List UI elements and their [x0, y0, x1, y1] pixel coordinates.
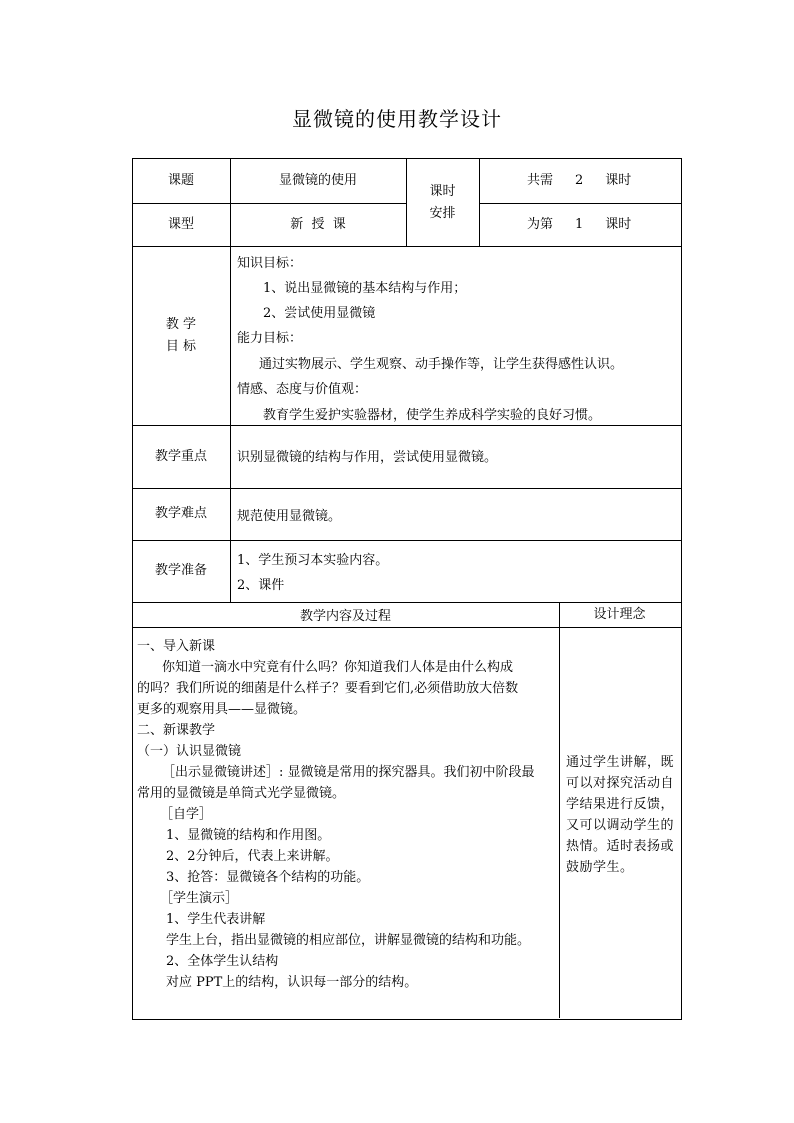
- process-line: 一、导入新课: [137, 639, 216, 654]
- page-title: 显微镜的使用教学设计: [292, 107, 502, 131]
- goal-line: 能力目标：: [237, 331, 303, 346]
- total-num: 2: [575, 172, 584, 188]
- current-period: [479, 203, 680, 246]
- process-line: 1、学生代表讲解: [166, 912, 266, 927]
- key-points-label: 教学重点: [154, 448, 207, 464]
- current-num: 1: [575, 216, 584, 232]
- preparation-line: 2、课件: [237, 578, 285, 593]
- preparation-line: 1、学生预习本实验内容。: [237, 553, 389, 568]
- preparation-label: 教学准备: [154, 563, 207, 578]
- goal-line: 1、说出显微镜的基本结构与作用；: [263, 281, 467, 296]
- process-line: 你知道一滴水中究竟有什么吗？你知道我们人体是由什么构成: [162, 660, 514, 675]
- goals-label-line-2: 目 标: [165, 338, 197, 354]
- process-line: 2、全体学生认结构: [166, 954, 279, 969]
- difficulties-value: 规范使用显微镜。: [237, 509, 342, 524]
- type-label: 课型: [167, 216, 194, 232]
- topic-value: 显微镜的使用: [278, 172, 357, 188]
- process-line: ［自学］: [160, 807, 213, 822]
- current-suffix: 课时: [605, 216, 632, 232]
- process-line: 学生上台，指出显微镜的相应部位，讲解显微镜的结构和功能。: [166, 933, 531, 948]
- goals-label-line-1: 教 学: [165, 316, 197, 332]
- goal-line: 通过实物展示、学生观察、动手操作等，让学生获得感性认识。: [259, 357, 624, 372]
- total-prefix: 共需: [527, 172, 554, 188]
- process-line: 常用的显微镜是单筒式光学显微镜。: [137, 786, 346, 801]
- key-points-value: 识别显微镜的结构与作用，尝试使用显微镜。: [237, 450, 498, 465]
- process-line: 1、显微镜的结构和作用图。: [166, 828, 331, 843]
- process-line: 二、新课教学: [137, 723, 216, 738]
- total-periods: [479, 158, 680, 203]
- period-label-line-1: 课时: [429, 183, 456, 199]
- concept-text: 通过学生讲解，既可以对探究活动自学结果进行反馈，又可以调动学生的热情。适时表扬或鼓励学生。: [566, 755, 675, 875]
- process-line: 2、2分钟后，代表上来讲解。: [166, 849, 339, 864]
- goal-line: 2、尝试使用显微镜: [263, 306, 376, 321]
- col-divider: [559, 602, 560, 1018]
- process-header-concept: 设计理念: [593, 607, 646, 622]
- process-line: 3、抢答：显微镜各个结构的功能。: [166, 870, 370, 885]
- goals-label: [132, 246, 230, 425]
- difficulties-label: 教学难点: [154, 506, 207, 521]
- current-prefix: 为第: [527, 216, 554, 232]
- process-line: （一）认识显微镜: [137, 744, 242, 759]
- topic-label: 课题: [167, 172, 194, 188]
- goal-line: 情感、态度与价值观：: [237, 382, 368, 397]
- goal-line: 知识目标：: [237, 256, 303, 271]
- period-label: [406, 158, 479, 247]
- process-line: 的吗？我们所说的细菌是什么样子？要看到它们,必须借助放大倍数: [137, 681, 519, 696]
- process-line: 更多的观察用具——显微镜。: [137, 702, 307, 717]
- goal-line: 教育学生爱护实验器材，使学生养成科学实验的良好习惯。: [263, 408, 602, 423]
- process-line: 对应 PPT上的结构，认识每一部分的结构。: [166, 975, 418, 990]
- process-line: ［出示显微镜讲述］: 显微镜是常用的探究器具。我们初中阶段最: [162, 765, 535, 780]
- total-suffix: 课时: [605, 172, 632, 188]
- process-line: ［学生演示］: [160, 891, 239, 906]
- period-label-line-2: 安排: [429, 205, 456, 221]
- type-value: 新 授 课: [290, 216, 346, 232]
- process-header-content: 教学内容及过程: [299, 609, 391, 624]
